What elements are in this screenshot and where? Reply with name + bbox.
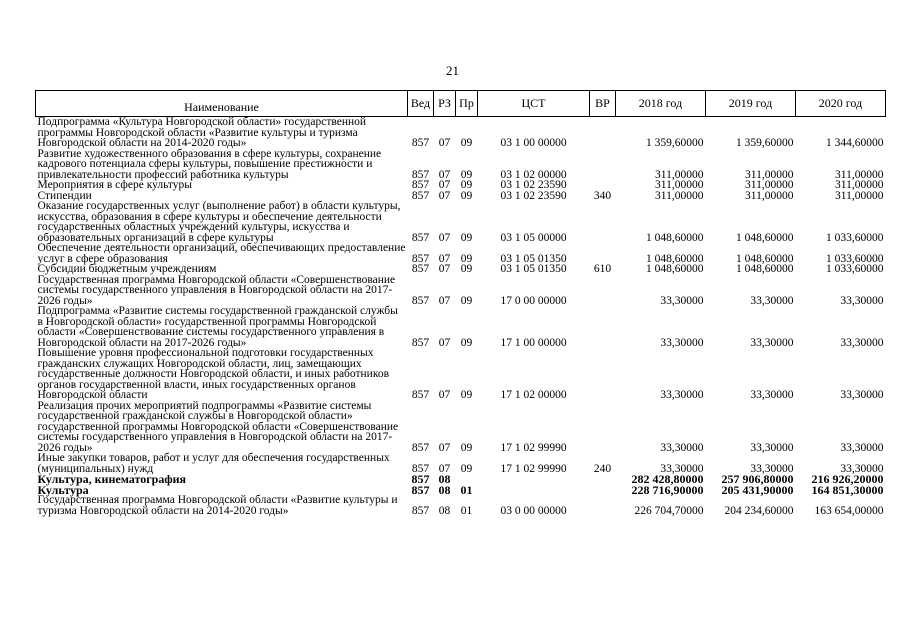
row-pr: 09 [460,231,473,244]
row-ved: 857 [411,389,430,401]
row-vr [590,474,616,485]
row-pr: 01 [460,482,473,497]
row-2018: 33,30000 [660,336,704,349]
row-cst: 17 1 00 00000 [500,336,567,349]
row-rz: 07 [438,189,451,202]
row-2018: 1 048,60000 [646,252,704,265]
table-row [36,243,886,264]
row-2018: 1 048,60000 [646,263,704,275]
row-cst: 03 1 05 00000 [500,231,567,244]
row-name: Стипендии [37,189,92,202]
table-header-row [36,91,886,117]
row-name: Иные закупки товаров, работ и услуг для обеспечения государственных (муниципальных) нужд [37,452,390,475]
row-2018: 33,30000 [660,389,704,401]
row-rz: 08 [438,504,451,517]
row-pr: 09 [460,294,473,307]
row-ved: 857 [411,168,430,181]
table-row [36,117,886,149]
row-rz: 07 [438,336,451,349]
row-vr [590,149,616,181]
row-ved: 857 [411,189,430,202]
row-name: Развитие художественного образования в сфере культуры, сохранение кадрового потенциала сферы культуры, повышение престижности и привлекательности профессий работника культуры [37,147,382,181]
row-vr: 610 [593,263,612,275]
table-row [36,275,886,307]
row-2020: 1 033,60000 [826,252,884,265]
row-name: Подпрограмма «Культура Новгородской области» государственной программы Новгородской области «Развитие культуры и туризма Новгородской области на 2014-2020 годы» [37,116,367,149]
row-rz: 07 [438,231,451,244]
table-row [36,453,886,474]
row-vr [590,201,616,243]
row-vr [590,348,616,401]
row-pr: 09 [460,441,473,454]
row-name: Государственная программа Новгородской области «Совершенствование системы государственного управления в Новгородской области на 2017-2026 годы» [37,273,396,307]
row-2020: 33,30000 [840,441,884,454]
row-2020: 1 033,60000 [826,231,884,244]
row-name: Реализация прочих мероприятий подпрограммы «Развитие системы государственной гражданской службы в Новгородской области» государственной программы Новгородской области «Совершенствование системы государственного управления в Новгородской области на 2017-2026 годы» [37,399,399,454]
row-rz: 07 [438,462,451,475]
row-2020: 33,30000 [840,294,884,307]
row-cst: 03 0 00 00000 [500,504,567,517]
row-vr [590,401,616,454]
table-row [36,348,886,401]
row-rz: 07 [438,294,451,307]
row-2019: 1 359,60000 [736,137,794,149]
row-ved: 857 [411,441,430,454]
header-rz: РЗ [434,91,456,117]
row-pr: 09 [460,179,473,191]
row-vr [590,180,616,191]
header-2018: 2018 год [616,91,706,117]
row-2018: 311,00000 [655,168,704,181]
row-cst: 17 1 02 00000 [500,389,567,401]
row-2018: 282 428,80000 [631,472,704,486]
table-row [36,180,886,191]
row-ved: 857 [411,231,430,244]
row-rz: 07 [438,168,451,181]
row-pr: 01 [460,504,473,517]
row-cst: 03 1 02 23590 [500,189,567,202]
row-2020: 164 851,30000 [811,482,884,497]
table-row [36,495,886,516]
budget-table [35,90,886,516]
row-vr [590,117,616,149]
header-name: Наименование [36,91,408,117]
row-rz: 07 [438,441,451,454]
header-2020: 2020 год [796,91,886,117]
header-pr: Пр [456,91,478,117]
row-vr: 340 [593,189,612,202]
row-2020: 163 654,00000 [814,504,884,517]
row-cst: 03 1 02 23590 [500,179,567,191]
row-2018: 1 359,60000 [646,137,704,149]
row-name: Оказание государственных услуг (выполнение работ) в области культуры, искусства, образования в сфере культуры и обеспечение деятельности государственных областных учреждений культуры, искусства и образовательных организаций в сфере культуры [37,200,401,244]
row-pr: 09 [460,263,473,275]
row-rz: 07 [438,389,451,401]
row-2019: 311,00000 [745,189,794,202]
row-pr: 09 [460,252,473,265]
row-2020: 311,00000 [835,179,884,191]
row-2019: 33,30000 [750,389,794,401]
row-cst: 17 0 00 00000 [500,294,567,307]
row-name: Субсидии бюджетным учреждениям [37,263,217,275]
row-ved: 857 [411,179,430,191]
row-rz: 07 [438,252,451,265]
row-2019: 1 048,60000 [736,231,794,244]
row-rz: 07 [438,263,451,275]
row-name: Государственная программа Новгородской области «Развитие культуры и туризма Новгородской области на 2014-2020 годы» [37,494,398,517]
row-2018: 228 716,90000 [631,482,704,497]
row-ved: 857 [411,472,430,486]
row-2019: 1 048,60000 [736,263,794,275]
row-name: Повышение уровня профессиональной подготовки государственных гражданских служащих Новгородской области, лиц, замещающих государственные должности Новгородской области, и иных работников органов государственной власти, иных государственных органов Новгородской области [37,347,390,401]
row-name: Подпрограмма «Развитие системы государственной гражданской службы в Новгородской области» государственной программы Новгородской области «Совершенствование системы государственного управления в Новгородской области на 2017-2026 годы» [37,305,398,349]
row-2020: 311,00000 [835,168,884,181]
row-ved: 857 [411,482,430,497]
row-cst: 03 1 02 00000 [500,168,567,181]
table-row [36,201,886,243]
row-vr [590,495,616,516]
page-number: 21 [446,63,459,78]
header-2019: 2019 год [706,91,796,117]
row-2019: 205 431,90000 [721,482,794,497]
row-2020: 1 344,60000 [826,137,884,149]
header-ved: Вед [408,91,434,117]
row-pr: 09 [460,168,473,181]
table-row [36,264,886,275]
row-2020: 311,00000 [835,189,884,202]
row-2020: 33,30000 [840,462,884,475]
row-2020: 216 926,20000 [811,472,884,486]
row-rz: 08 [438,482,451,497]
row-2019: 311,00000 [745,179,794,191]
row-ved: 857 [411,462,430,475]
row-vr [590,306,616,348]
row-2019: 1 048,60000 [736,252,794,265]
row-rz: 07 [438,179,451,191]
row-2020: 1 033,60000 [826,263,884,275]
row-cst: 03 1 05 01350 [500,263,567,275]
row-ved: 857 [411,336,430,349]
table-row [36,306,886,348]
header-cst: ЦСТ [478,91,590,117]
row-2020: 33,30000 [840,389,884,401]
table-row [36,401,886,454]
row-vr: 240 [593,462,612,475]
row-name: Культура [37,482,89,497]
row-vr [590,275,616,307]
row-ved: 857 [411,137,430,149]
row-name: Культура, кинематография [37,472,187,486]
row-ved: 857 [411,504,430,517]
row-rz: 08 [438,472,451,486]
row-2018: 311,00000 [655,189,704,202]
row-ved: 857 [411,263,430,275]
row-ved: 857 [411,294,430,307]
row-pr: 09 [460,189,473,202]
row-2018: 33,30000 [660,462,704,475]
row-2020: 33,30000 [840,336,884,349]
row-cst: 17 1 02 99990 [500,462,567,475]
row-2018: 33,30000 [660,294,704,307]
table-body [36,117,886,517]
row-cst: 17 1 02 99990 [500,441,567,454]
row-2019: 33,30000 [750,441,794,454]
row-2019: 33,30000 [750,462,794,475]
row-2019: 257 906,80000 [721,472,794,486]
row-name: Обеспечение деятельности организаций, обеспечивающих предоставление услуг в сфере образования [37,242,406,265]
row-ved: 857 [411,252,430,265]
row-2018: 1 048,60000 [646,231,704,244]
row-cst: 03 1 05 01350 [500,252,567,265]
row-pr: 09 [460,137,473,149]
row-2018: 311,00000 [655,179,704,191]
row-2018: 226 704,70000 [634,504,704,517]
row-vr [590,243,616,264]
row-cst [478,474,590,485]
row-pr: 09 [460,462,473,475]
row-2019: 204 234,60000 [724,504,794,517]
row-cst [478,485,590,496]
row-rz: 07 [438,137,451,149]
header-vr: ВР [590,91,616,117]
row-pr: 09 [460,336,473,349]
row-name: Мероприятия в сфере культуры [37,179,193,191]
row-2018: 33,30000 [660,441,704,454]
row-2019: 33,30000 [750,294,794,307]
table-row [36,149,886,181]
row-pr: 09 [460,389,473,401]
row-vr [590,485,616,496]
row-2019: 311,00000 [745,168,794,181]
row-cst: 03 1 00 00000 [500,137,567,149]
row-2019: 33,30000 [750,336,794,349]
